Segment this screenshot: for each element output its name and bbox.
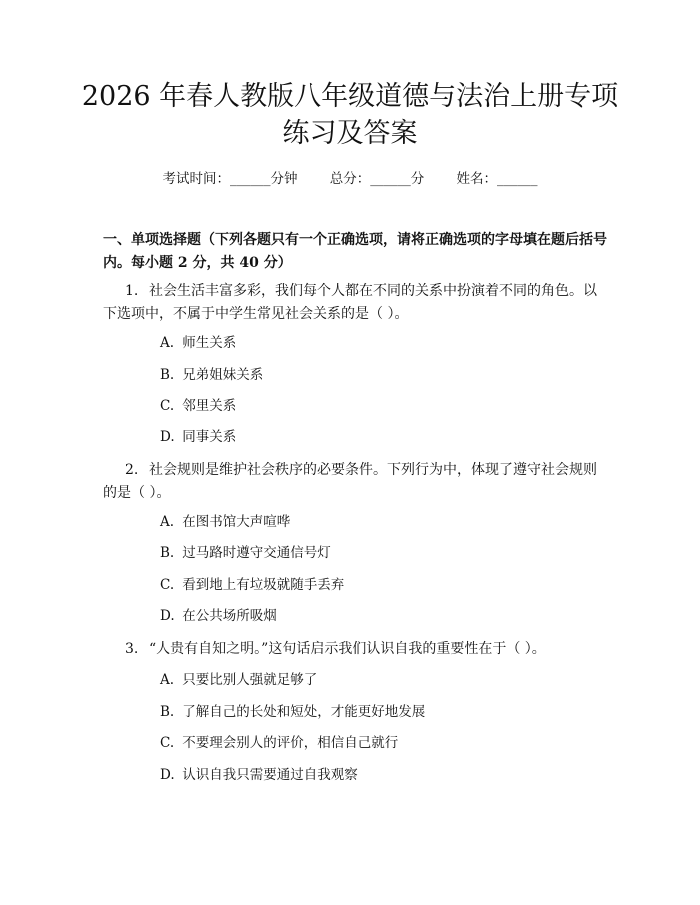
question-1-option-a — [160, 333, 236, 353]
option-letter: D. — [160, 429, 175, 445]
question-3-option-c — [160, 733, 398, 753]
question-3 — [103, 638, 608, 661]
question-3-option-a — [160, 670, 317, 690]
section-heading: 一、单项选择题（下列各题只有一个正确选项，请将正确选项的字母填在题后括号内。每小题 2 分，共 40 分） — [103, 232, 607, 271]
question-stem: “人贵有自知之明。”这句话启示我们认识自我的重要性在于（ ）。 — [149, 641, 546, 657]
question-number: 1. — [125, 283, 139, 299]
option-letter: A. — [160, 335, 175, 351]
exam-name: 姓名：______ — [456, 171, 538, 187]
option-letter: A. — [160, 672, 175, 688]
question-1-option-d — [160, 427, 236, 447]
question-2-option-a — [160, 512, 290, 532]
option-letter: B. — [160, 367, 175, 383]
exam-score: 总分：______分 — [329, 171, 425, 187]
question-1 — [103, 280, 608, 326]
option-text: 看到地上有垃圾就随手丢弃 — [182, 577, 345, 593]
question-3-option-d — [160, 765, 358, 785]
option-letter: C. — [160, 398, 175, 414]
option-text: 只要比别人强就足够了 — [182, 672, 318, 688]
question-number: 2. — [125, 462, 139, 478]
document-title — [60, 78, 640, 152]
option-text: 在公共场所吸烟 — [182, 608, 277, 624]
question-2-option-c — [160, 575, 344, 595]
option-text: 认识自我只需要通过自我观察 — [182, 767, 358, 783]
option-text: 在图书馆大声喧哗 — [182, 514, 291, 530]
option-letter: D. — [160, 608, 175, 624]
question-2-option-d — [160, 606, 277, 626]
option-text: 兄弟姐妹关系 — [182, 367, 264, 383]
option-text: 过马路时遵守交通信号灯 — [182, 545, 331, 561]
question-2 — [103, 459, 608, 505]
option-letter: C. — [160, 735, 175, 751]
question-stem: 社会规则是维护社会秩序的必要条件。下列行为中，体现了遵守社会规则的是（ ）。 — [103, 462, 597, 501]
question-number: 3. — [125, 641, 139, 657]
question-1-option-c — [160, 396, 236, 416]
option-letter: D. — [160, 767, 175, 783]
option-letter: B. — [160, 545, 175, 561]
option-text: 不要理会别人的评价，相信自己就行 — [182, 735, 399, 751]
option-text: 了解自己的长处和短处，才能更好地发展 — [182, 704, 426, 720]
title-line-2: 练习及答案 — [282, 118, 418, 149]
exam-info — [0, 167, 700, 187]
option-text: 师生关系 — [182, 335, 237, 351]
option-letter: B. — [160, 704, 175, 720]
question-1-option-b — [160, 365, 263, 385]
option-letter: C. — [160, 577, 175, 593]
exam-time: 考试时间：______分钟 — [162, 171, 298, 187]
question-2-option-b — [160, 543, 331, 563]
question-stem: 社会生活丰富多彩，我们每个人都在不同的关系中扮演着不同的角色。以下选项中，不属于中学生常见社会关系的是（ ）。 — [103, 283, 597, 322]
option-text: 同事关系 — [182, 429, 237, 445]
title-line-1: 2026 年春人教版八年级道德与法治上册专项 — [81, 81, 619, 112]
option-letter: A. — [160, 514, 175, 530]
question-3-option-b — [160, 702, 425, 722]
option-text: 邻里关系 — [182, 398, 237, 414]
